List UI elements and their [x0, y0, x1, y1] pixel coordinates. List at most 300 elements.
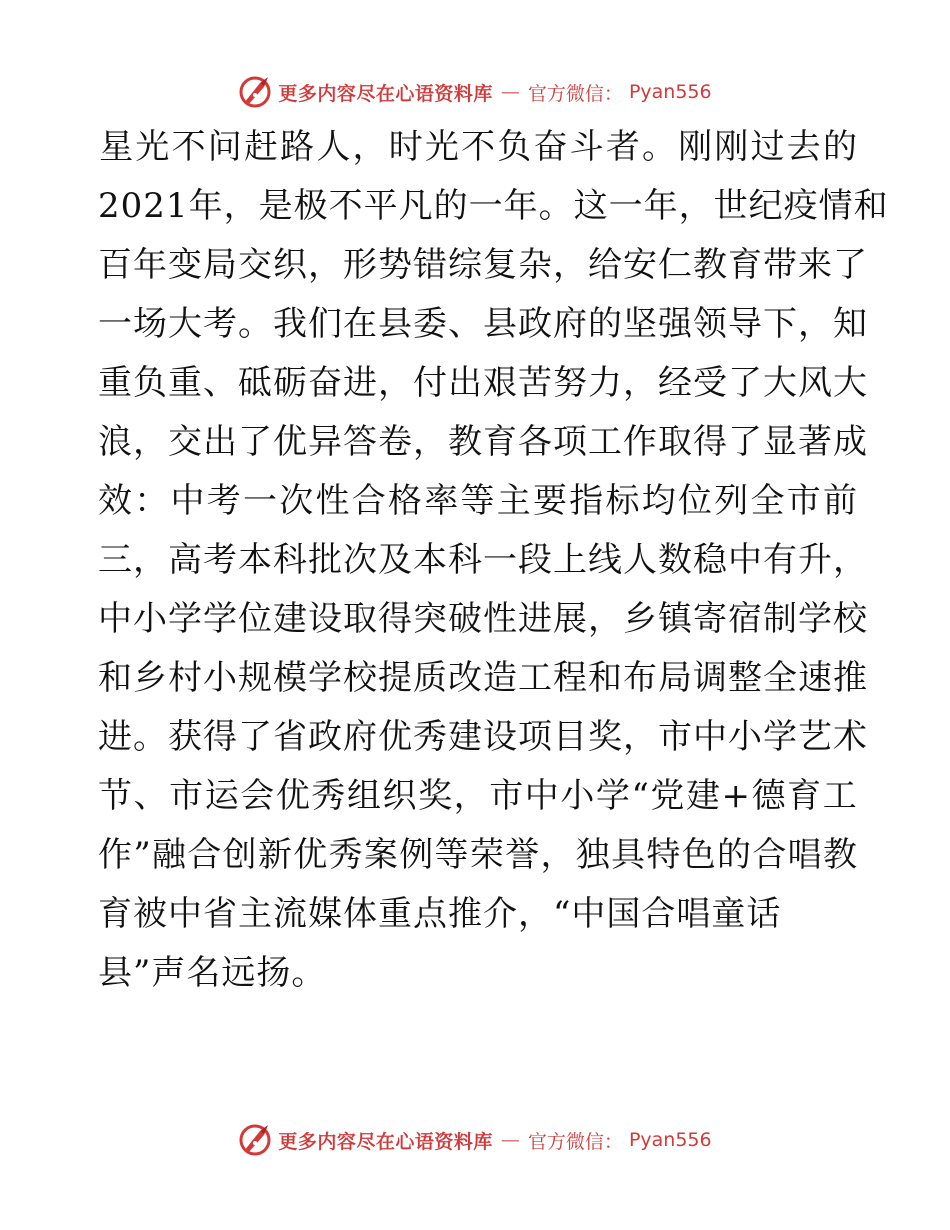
body-char: 色 — [681, 835, 717, 875]
body-char: 给 — [588, 245, 623, 285]
body-char: ， — [133, 422, 168, 462]
body-char: ， — [378, 363, 413, 403]
body-char: 育 — [483, 422, 518, 462]
body-char: 来 — [798, 245, 833, 285]
body-char: 坚 — [623, 304, 658, 344]
body-char: 考 — [203, 540, 238, 580]
body-char: 织 — [382, 776, 418, 816]
body-char: 。 — [133, 717, 168, 757]
body-char: 复 — [483, 245, 518, 285]
body-char: 问 — [207, 127, 243, 167]
body-char: 光 — [424, 127, 460, 167]
body-char: 位 — [238, 599, 273, 639]
body-char: “ — [631, 776, 650, 816]
body-char: 、 — [203, 363, 238, 403]
body-char: ， — [540, 835, 576, 875]
body-char: 例 — [399, 835, 435, 875]
body-char: 及 — [378, 540, 413, 580]
body-line — [98, 649, 868, 708]
body-char: 荣 — [469, 835, 505, 875]
body-char: 数 — [658, 540, 693, 580]
body-char: 项 — [553, 422, 588, 462]
body-line — [98, 177, 889, 236]
body-char: 受 — [693, 363, 728, 403]
body-char: 模 — [273, 658, 308, 698]
body-char: 小 — [133, 599, 168, 639]
body-char: 要 — [533, 481, 568, 521]
body-char: 势 — [378, 245, 413, 285]
body-char: 案 — [363, 835, 399, 875]
body-char: 工 — [588, 422, 623, 462]
body-char: ， — [308, 245, 343, 285]
body-char: 省 — [273, 717, 308, 757]
body-char: 本 — [413, 540, 448, 580]
body-char: 小 — [203, 658, 238, 698]
body-char: 。 — [538, 186, 574, 226]
body-char: 乡 — [623, 599, 658, 639]
body-char: 优 — [275, 776, 311, 816]
body-char: 交 — [238, 245, 273, 285]
body-char: 组 — [346, 776, 382, 816]
body-char: 不 — [461, 127, 497, 167]
body-char: 卷 — [378, 422, 413, 462]
body-line — [98, 354, 868, 413]
body-char: 极 — [293, 186, 329, 226]
body-char: 了 — [728, 363, 763, 403]
quill-pen-logo-icon — [238, 1123, 272, 1157]
body-line — [98, 767, 858, 826]
body-char: ， — [833, 540, 868, 580]
body-char: 调 — [693, 658, 728, 698]
body-char: 2 — [143, 186, 166, 226]
body-char: 格 — [388, 481, 423, 521]
body-char: 高 — [168, 540, 203, 580]
body-char: 设 — [308, 599, 343, 639]
body-char: 前 — [823, 481, 858, 521]
body-char: 大 — [763, 363, 798, 403]
body-char: 取 — [658, 422, 693, 462]
body-char: 突 — [413, 599, 448, 639]
body-char: 率 — [424, 481, 460, 521]
body-char: 年 — [503, 186, 539, 226]
body-char: 重 — [168, 363, 203, 403]
body-char: 寄 — [693, 599, 728, 639]
body-char: 一 — [468, 186, 504, 226]
body-char: 会 — [240, 776, 276, 816]
body-char: ， — [133, 540, 168, 580]
body-char: 展 — [553, 599, 588, 639]
body-char: 年 — [188, 186, 224, 226]
body-char: 升 — [798, 540, 833, 580]
body-char: 主 — [496, 481, 532, 521]
body-char: 异 — [308, 422, 343, 462]
body-char: 造 — [483, 658, 518, 698]
body-char: 和 — [853, 186, 889, 226]
body-char: 三 — [98, 540, 133, 580]
body-line — [98, 472, 858, 531]
body-line — [98, 826, 858, 885]
body-char: ， — [798, 304, 833, 344]
footer-banner — [0, 1120, 950, 1160]
body-char: 本 — [238, 540, 273, 580]
body-char: 破 — [448, 599, 483, 639]
body-char: 建 — [685, 776, 721, 816]
body-char: 等 — [434, 835, 470, 875]
header-contact-id: Pyan556 — [628, 81, 712, 103]
body-char: 仁 — [658, 245, 693, 285]
body-char: 星 — [99, 127, 135, 167]
body-char: 创 — [222, 835, 258, 875]
body-char: 全 — [763, 658, 798, 698]
body-char: 了 — [238, 422, 273, 462]
body-char: 次 — [279, 481, 315, 521]
body-char: 作 — [98, 835, 133, 875]
body-char: 市 — [169, 776, 205, 816]
body-char: 砺 — [273, 363, 308, 403]
body-char: 强 — [658, 304, 693, 344]
footer-contact-label: 官方微信： — [527, 1130, 623, 1153]
footer-site-text: 更多内容尽在心语资料库 — [278, 1130, 493, 1153]
body-char: 情 — [818, 186, 854, 226]
body-char: 建 — [448, 717, 483, 757]
body-char: ： — [134, 481, 170, 521]
body-char: 稳 — [693, 540, 728, 580]
body-line: 育被中省主流媒体重点推介，“中国合唱童话 — [98, 894, 782, 934]
body-char: 。 — [238, 304, 273, 344]
body-char: 学 — [168, 599, 203, 639]
body-char: 标 — [605, 481, 641, 521]
body-char: 优 — [293, 835, 329, 875]
body-char: 下 — [763, 304, 798, 344]
body-char: 布 — [623, 658, 658, 698]
body-char: 融 — [152, 835, 188, 875]
body-char: 指 — [569, 481, 605, 521]
body-char: 优 — [378, 717, 413, 757]
body-char: ， — [553, 245, 588, 285]
body-char: 浪 — [98, 422, 133, 462]
body-char: 一 — [483, 540, 518, 580]
body-char: 目 — [553, 717, 588, 757]
body-char: 线 — [588, 540, 623, 580]
body-char: 年 — [133, 245, 168, 285]
body-char: 奋 — [308, 363, 343, 403]
body-char: 批 — [308, 540, 343, 580]
body-char: 唱 — [787, 835, 823, 875]
quill-pen-logo-icon — [238, 75, 272, 109]
body-char: 我 — [273, 304, 308, 344]
body-char: ， — [413, 422, 448, 462]
body-char: 在 — [343, 304, 378, 344]
body-char: 村 — [168, 658, 203, 698]
body-char: 艰 — [483, 363, 518, 403]
body-char: 获 — [168, 717, 203, 757]
body-char: 重 — [98, 363, 133, 403]
body-char: ” — [133, 835, 152, 875]
body-char: 优 — [273, 422, 308, 462]
body-char: 位 — [678, 481, 713, 521]
body-char: 等 — [460, 481, 496, 521]
body-char: 德 — [751, 776, 787, 816]
body-char: ， — [623, 717, 658, 757]
body-char: 改 — [448, 658, 483, 698]
body-char: 疫 — [783, 186, 819, 226]
body-char: 纪 — [748, 186, 784, 226]
body-char: 奋 — [533, 127, 569, 167]
body-char: 得 — [693, 422, 728, 462]
body-char: 学 — [798, 599, 833, 639]
body-char: 小 — [560, 776, 596, 816]
body-char: 提 — [378, 658, 413, 698]
body-char: 工 — [822, 776, 858, 816]
body-char: 赶 — [243, 127, 279, 167]
body-char: 合 — [351, 481, 387, 521]
body-line — [98, 590, 868, 649]
body-char: 显 — [763, 422, 798, 462]
body-char: 育 — [787, 776, 823, 816]
body-char: 局 — [203, 245, 238, 285]
body-char: 世 — [713, 186, 749, 226]
body-char: 进 — [98, 717, 133, 757]
body-char: 是 — [258, 186, 294, 226]
body-char: 上 — [553, 540, 588, 580]
body-char: 县 — [483, 304, 518, 344]
body-char: 学 — [203, 599, 238, 639]
body-char: 者 — [605, 127, 641, 167]
body-char: 时 — [388, 127, 424, 167]
body-char: 凡 — [398, 186, 434, 226]
body-char: 秀 — [311, 776, 347, 816]
body-char: 的 — [717, 835, 753, 875]
body-char: 效 — [98, 481, 133, 521]
body-char: 艺 — [798, 717, 833, 757]
body-char: 育 — [728, 245, 763, 285]
body-char: 负 — [497, 127, 533, 167]
body-char: 去 — [786, 127, 822, 167]
body-char: ， — [352, 127, 388, 167]
body-char: 了 — [238, 717, 273, 757]
body-char: 进 — [518, 599, 553, 639]
body-char: 一 — [608, 186, 644, 226]
body-char: 校 — [833, 599, 868, 639]
body-char: 1 — [165, 186, 189, 226]
body-char: 市 — [786, 481, 822, 521]
body-char: 大 — [168, 304, 203, 344]
body-char: 刚 — [714, 127, 750, 167]
body-char: 2 — [98, 186, 121, 226]
body-char: 教 — [448, 422, 483, 462]
body-char: 不 — [171, 127, 207, 167]
body-line — [98, 295, 868, 354]
body-char: 光 — [135, 127, 171, 167]
body-line — [98, 531, 868, 590]
header-dash: — — [500, 81, 520, 103]
body-char: 错 — [413, 245, 448, 285]
body-char: 的 — [822, 127, 858, 167]
body-char: 、 — [133, 776, 169, 816]
body-char: ， — [453, 776, 489, 816]
header-banner — [0, 72, 950, 112]
body-line — [98, 236, 868, 295]
body-char: 和 — [98, 658, 133, 698]
body-char: 出 — [448, 363, 483, 403]
body-char: 知 — [833, 304, 868, 344]
body-paragraph — [98, 118, 889, 1003]
body-char: 委 — [413, 304, 448, 344]
body-char: 均 — [641, 481, 677, 521]
body-char: 秀 — [413, 717, 448, 757]
header-contact-label: 官方微信： — [527, 82, 623, 105]
body-char: 了 — [833, 245, 868, 285]
body-char: 。 — [642, 127, 677, 167]
body-char: 工 — [518, 658, 553, 698]
body-char: 斗 — [569, 127, 605, 167]
footer-dash: — — [500, 1129, 520, 1151]
body-char: 著 — [798, 422, 833, 462]
body-char: 中 — [524, 776, 560, 816]
body-char: 考 — [206, 481, 242, 521]
body-char: 教 — [693, 245, 728, 285]
body-char: 这 — [573, 186, 609, 226]
body-char: 有 — [763, 540, 798, 580]
body-char: 砥 — [238, 363, 273, 403]
body-char: 镇 — [658, 599, 693, 639]
body-char: 百 — [98, 245, 133, 285]
body-char: 科 — [448, 540, 483, 580]
body-char: 誉 — [505, 835, 541, 875]
body-char: 进 — [343, 363, 378, 403]
body-char: 导 — [728, 304, 763, 344]
body-char: 了 — [728, 422, 763, 462]
body-char: 小 — [728, 717, 763, 757]
body-char: 学 — [308, 658, 343, 698]
body-char: 设 — [483, 717, 518, 757]
body-char: 宿 — [728, 599, 763, 639]
body-char: 县 — [378, 304, 413, 344]
body-char: 程 — [553, 658, 588, 698]
body-char: 答 — [343, 422, 378, 462]
body-char: 路 — [280, 127, 316, 167]
body-char: 变 — [168, 245, 203, 285]
body-char: 努 — [553, 363, 588, 403]
body-char: 市 — [658, 717, 693, 757]
body-char: 考 — [203, 304, 238, 344]
body-char: 奖 — [418, 776, 454, 816]
body-char: 独 — [575, 835, 611, 875]
body-char: 具 — [611, 835, 647, 875]
body-char: 整 — [728, 658, 763, 698]
body-char: 政 — [308, 717, 343, 757]
body-char: 全 — [750, 481, 786, 521]
body-char: 取 — [343, 599, 378, 639]
body-char: 速 — [798, 658, 833, 698]
body-char: 得 — [203, 717, 238, 757]
body-char: 场 — [133, 304, 168, 344]
body-line — [98, 118, 858, 177]
body-char: 综 — [448, 245, 483, 285]
body-char: 出 — [203, 422, 238, 462]
body-char: 市 — [489, 776, 525, 816]
body-char: 的 — [588, 304, 623, 344]
body-char: 中 — [98, 599, 133, 639]
footer-contact-id: Pyan556 — [628, 1129, 712, 1151]
body-char: 节 — [98, 776, 133, 816]
body-char: 、 — [448, 304, 483, 344]
body-char: 段 — [518, 540, 553, 580]
body-char: 规 — [238, 658, 273, 698]
body-char: 年 — [643, 186, 679, 226]
body-char: 领 — [693, 304, 728, 344]
body-char: ， — [623, 363, 658, 403]
body-char: 秀 — [328, 835, 364, 875]
body-char: 人 — [316, 127, 352, 167]
body-char: 质 — [413, 658, 448, 698]
body-char: 形 — [343, 245, 378, 285]
body-char: 过 — [750, 127, 786, 167]
body-char: 性 — [483, 599, 518, 639]
body-char: 术 — [833, 717, 868, 757]
body-char: 特 — [646, 835, 682, 875]
body-char: 各 — [518, 422, 553, 462]
body-line — [98, 708, 868, 767]
body-char: 风 — [798, 363, 833, 403]
body-char: ， — [223, 186, 259, 226]
body-char: 负 — [133, 363, 168, 403]
body-char: 刚 — [678, 127, 714, 167]
body-char: 教 — [822, 835, 858, 875]
body-char: + — [721, 776, 752, 816]
body-char: 新 — [257, 835, 293, 875]
body-char: 力 — [588, 363, 623, 403]
body-char: 中 — [693, 717, 728, 757]
body-char: 学 — [595, 776, 631, 816]
body-char: 们 — [308, 304, 343, 344]
body-char: 校 — [343, 658, 378, 698]
body-char: ， — [678, 186, 714, 226]
body-char: 0 — [120, 186, 144, 226]
body-char: 合 — [752, 835, 788, 875]
body-char: 府 — [553, 304, 588, 344]
body-char: 交 — [168, 422, 203, 462]
body-char: 平 — [363, 186, 399, 226]
body-char: 建 — [273, 599, 308, 639]
body-char: 一 — [243, 481, 278, 521]
body-char: ， — [588, 599, 623, 639]
body-char: 项 — [518, 717, 553, 757]
body-char: 列 — [714, 481, 750, 521]
header-site-text: 更多内容尽在心语资料库 — [278, 82, 493, 105]
body-char: 合 — [187, 835, 223, 875]
body-char: 学 — [763, 717, 798, 757]
body-char: 不 — [328, 186, 364, 226]
body-char: 带 — [763, 245, 798, 285]
body-char: 府 — [343, 717, 378, 757]
body-char: 运 — [204, 776, 240, 816]
body-char: 党 — [650, 776, 686, 816]
body-char: 得 — [378, 599, 413, 639]
body-char: 人 — [623, 540, 658, 580]
body-char: 一 — [98, 304, 133, 344]
body-char: 织 — [273, 245, 308, 285]
body-char: 次 — [343, 540, 378, 580]
body-char: 作 — [623, 422, 658, 462]
body-char: 大 — [833, 363, 868, 403]
body-char: 政 — [518, 304, 553, 344]
body-char: 苦 — [518, 363, 553, 403]
body-char: 中 — [728, 540, 763, 580]
body-char: 中 — [170, 481, 206, 521]
body-char: 的 — [433, 186, 469, 226]
body-char: 乡 — [133, 658, 168, 698]
